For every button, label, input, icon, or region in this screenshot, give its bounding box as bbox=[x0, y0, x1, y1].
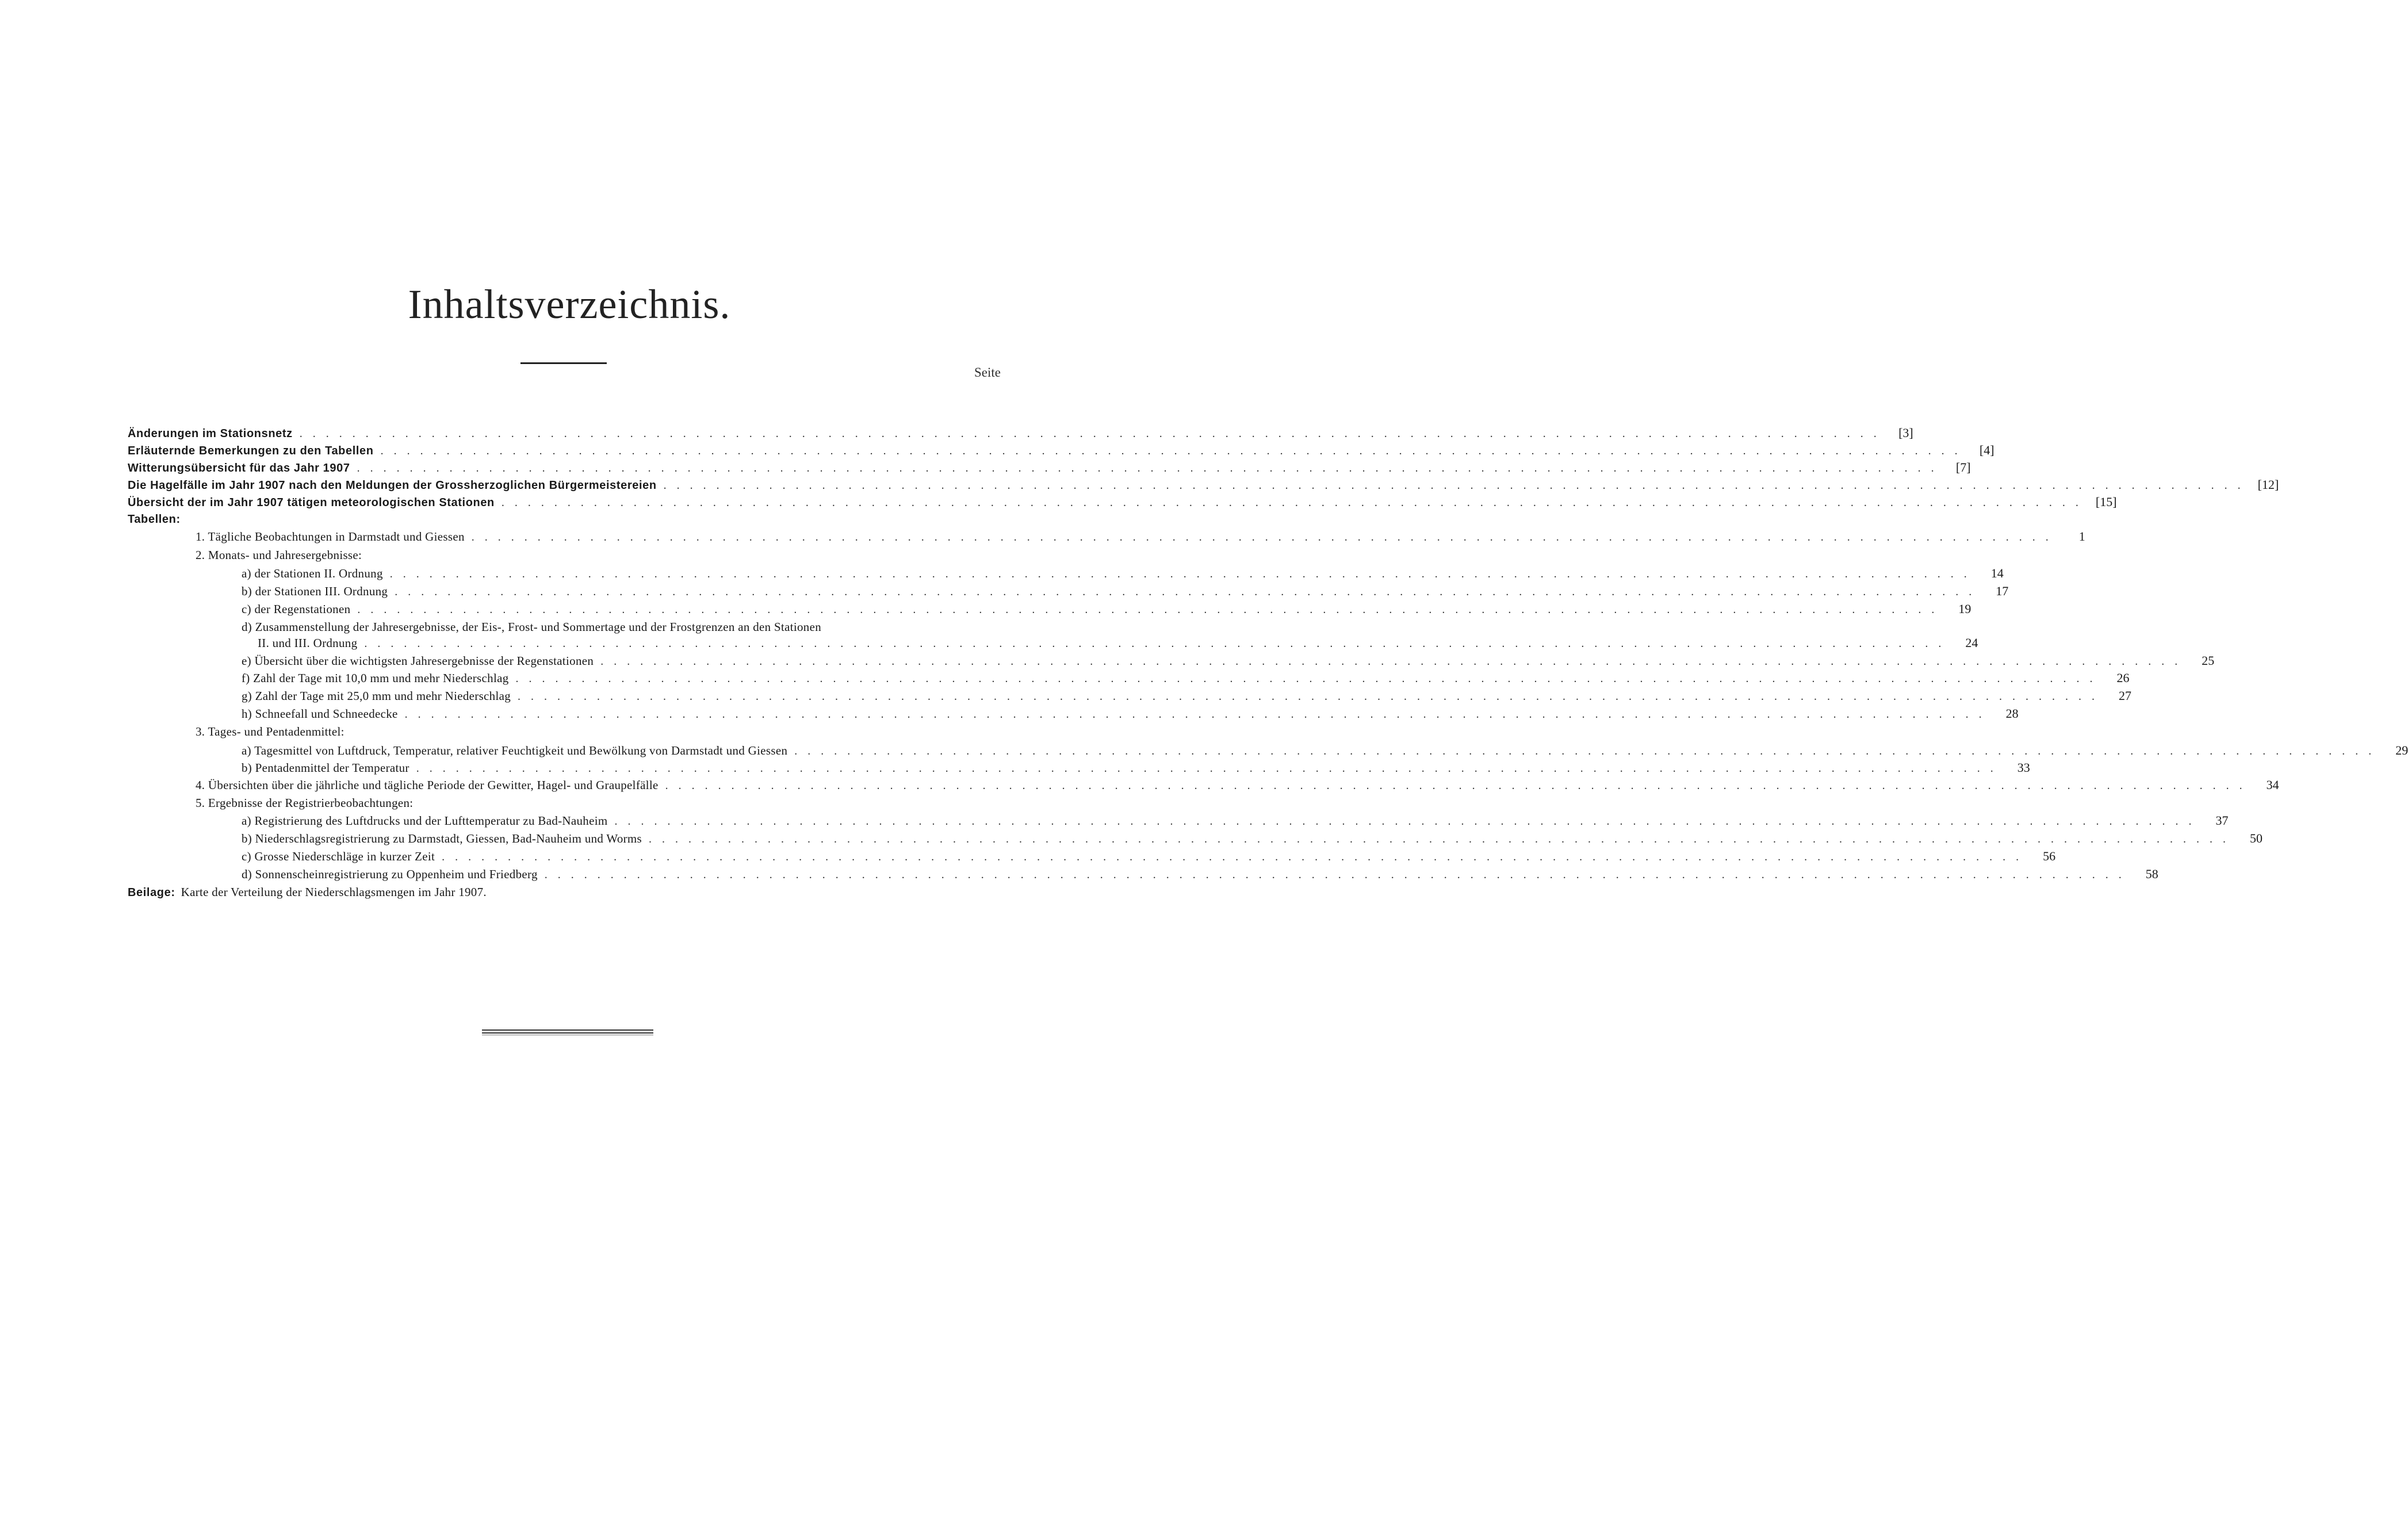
toc-entry-title: Witterungsübersicht für das Jahr 1907 bbox=[128, 462, 350, 474]
toc-entry-title: 3. Tages- und Pentadenmittel: bbox=[196, 725, 344, 738]
leader-dots: ........................................................................................................................ bbox=[794, 745, 2382, 757]
toc-entry-title: 1. Tägliche Beobachtungen in Darmstadt und Giessen bbox=[196, 530, 465, 543]
toc-page-number: [4] bbox=[1979, 443, 1994, 457]
toc-entry-row bbox=[242, 583, 2009, 600]
toc-page-number: 17 bbox=[1996, 584, 2009, 598]
toc-entry-row bbox=[242, 759, 2030, 776]
leader-dots: ........................................................................................................................ bbox=[501, 496, 2089, 509]
toc-entry-title: h) Schneefall und Schneedecke bbox=[242, 707, 398, 721]
leader-dots: ........................................................................................................................ bbox=[357, 603, 1945, 616]
page-title: Inhaltsverzeichnis. bbox=[408, 281, 731, 327]
toc-entry-title: d) Sonnenscheinregistrierung zu Oppenheim und Friedberg bbox=[242, 867, 538, 881]
toc-entry-title: b) Niederschlagsregistrierung zu Darmstadt, Giessen, Bad-Nauheim und Worms bbox=[242, 832, 642, 845]
toc-section-row bbox=[128, 493, 2117, 511]
toc-entry-title: II. und III. Ordnung bbox=[258, 636, 358, 650]
toc-entry-row bbox=[242, 742, 2408, 759]
toc-entry-row bbox=[196, 776, 2279, 794]
toc-entry-title: a) der Stationen II. Ordnung bbox=[242, 567, 383, 580]
leader-dots: ........................................................................................................................ bbox=[380, 445, 1968, 457]
toc-page-number: 28 bbox=[2005, 706, 2019, 721]
toc-entry-title: b) Pentadenmittel der Temperatur bbox=[242, 761, 409, 775]
toc-page-number: 24 bbox=[1965, 636, 1978, 650]
toc-entry-row bbox=[242, 866, 2158, 883]
toc-section-row bbox=[128, 442, 1994, 459]
toc-entry-row bbox=[196, 528, 2085, 545]
leader-dots: ........................................................................................................................ bbox=[442, 851, 2030, 863]
toc-page-number: 56 bbox=[2043, 849, 2056, 863]
toc-entry-row bbox=[242, 618, 1008, 636]
toc-entry-row bbox=[196, 723, 1008, 740]
title-rule bbox=[520, 362, 607, 364]
toc-page-number: 33 bbox=[2017, 760, 2030, 775]
toc-page-number: 37 bbox=[2215, 813, 2229, 828]
toc-page-number: 25 bbox=[2202, 653, 2215, 668]
toc-entry-title: b) der Stationen III. Ordnung bbox=[242, 584, 388, 598]
toc-page-number: 29 bbox=[2395, 743, 2408, 757]
toc-page-number: 1 bbox=[2078, 529, 2085, 543]
toc-section-row bbox=[128, 476, 2279, 493]
toc-entry-row bbox=[242, 652, 2215, 669]
leader-dots: ........................................................................................................................ bbox=[395, 585, 1982, 598]
leader-dots: ........................................................................................................................ bbox=[649, 833, 2237, 845]
leader-dots: ........................................................................................................................ bbox=[364, 637, 1952, 650]
toc-section-row bbox=[128, 424, 1913, 442]
toc-entry-title: d) Zusammenstellung der Jahresergebnisse, der Eis-, Frost- und Sommertage und der Frostgrenzen an den Stationen bbox=[242, 620, 822, 634]
closing-double-rule bbox=[482, 1029, 653, 1035]
toc-page-number: 14 bbox=[1990, 566, 2004, 580]
toc-entry-title: Die Hagelfälle im Jahr 1907 nach den Meldungen der Grossherzoglichen Bürgermeistereien bbox=[128, 479, 657, 492]
toc-entry-row bbox=[242, 600, 1971, 618]
leader-dots: ........................................................................................................................ bbox=[518, 690, 2105, 703]
toc-page-number: 26 bbox=[2116, 671, 2130, 685]
toc-page-number: [12] bbox=[2257, 477, 2279, 492]
toc-page-number: 19 bbox=[1958, 602, 1971, 616]
toc-page-number: [7] bbox=[1955, 460, 1971, 474]
toc-entry-row bbox=[258, 634, 1978, 652]
leader-dots: ........................................................................................................................ bbox=[544, 868, 2132, 881]
toc-entry-title: 2. Monats- und Jahresergebnisse: bbox=[196, 548, 362, 562]
toc-entry-title: Erläuternde Bemerkungen zu den Tabellen bbox=[128, 445, 374, 457]
toc-page-number: 34 bbox=[2266, 778, 2279, 792]
leader-dots: ........................................................................................................................ bbox=[471, 531, 2059, 543]
toc-entry-title: f) Zahl der Tage mit 10,0 mm und mehr Niederschlag bbox=[242, 671, 509, 685]
toc-entry-row bbox=[242, 830, 2263, 847]
toc-entry-title: 5. Ergebnisse der Registrierbeobachtungen: bbox=[196, 796, 414, 810]
toc-page-number: [15] bbox=[2095, 495, 2117, 509]
toc-entry-row bbox=[242, 669, 2130, 687]
toc-entry-row bbox=[196, 546, 1008, 564]
toc-page-number: 58 bbox=[2145, 867, 2158, 881]
toc-page-number: 27 bbox=[2119, 688, 2132, 703]
toc-page-number: [3] bbox=[1898, 426, 1913, 440]
toc-entry-title: c) der Regenstationen bbox=[242, 602, 351, 616]
toc-entry-title: g) Zahl der Tage mit 25,0 mm und mehr Niederschlag bbox=[242, 689, 511, 703]
toc-entry-title: 4. Übersichten über die jährliche und tägliche Periode der Gewitter, Hagel- und Graupelfälle bbox=[196, 778, 659, 792]
leader-dots: ........................................................................................................................ bbox=[357, 462, 1944, 474]
toc-entry-title: a) Tagesmittel von Luftdruck, Temperatur, relativer Feuchtigkeit und Bewölkung von Darmstadt und Giessen bbox=[242, 744, 788, 757]
toc-page-number: 50 bbox=[2250, 831, 2263, 845]
toc-entry-title: c) Grosse Niederschläge in kurzer Zeit bbox=[242, 849, 435, 863]
page-column-header: Seite bbox=[974, 365, 1001, 380]
leader-dots: ........................................................................................................................ bbox=[614, 815, 2202, 828]
toc-entry-row bbox=[242, 705, 2019, 722]
leader-dots: ........................................................................................................................ bbox=[600, 655, 2188, 668]
leader-dots: ........................................................................................................................ bbox=[663, 479, 2251, 492]
leader-dots: ........................................................................................................................ bbox=[389, 568, 1977, 580]
toc-section-row bbox=[128, 459, 1971, 476]
toc-section-row bbox=[128, 511, 1008, 528]
toc-entry-title: a) Registrierung des Luftdrucks und der Lufttemperatur zu Bad-Nauheim bbox=[242, 814, 608, 828]
leader-dots: ........................................................................................................................ bbox=[665, 779, 2253, 792]
toc-entry-row bbox=[242, 565, 2004, 582]
toc-entry-row bbox=[242, 812, 2229, 829]
toc-entry-title: Übersicht der im Jahr 1907 tätigen meteorologischen Stationen bbox=[128, 496, 495, 509]
beilage-text: Karte der Verteilung der Niederschlagsmengen im Jahr 1907. bbox=[181, 885, 487, 899]
toc-section-row bbox=[128, 883, 1008, 901]
leader-dots: ........................................................................................................................ bbox=[416, 762, 2004, 775]
toc-entry-title: e) Übersicht über die wichtigsten Jahresergebnisse der Regenstationen bbox=[242, 654, 594, 668]
toc-entry-row bbox=[196, 794, 1008, 812]
toc-entry-row bbox=[242, 687, 2132, 705]
toc-entry-row bbox=[242, 848, 2056, 865]
leader-dots: ........................................................................................................................ bbox=[515, 672, 2103, 685]
leader-dots: ........................................................................................................................ bbox=[299, 427, 1887, 440]
beilage-label: Beilage: bbox=[128, 886, 175, 899]
leader-dots: ........................................................................................................................ bbox=[404, 708, 1992, 721]
toc-entry-title: Änderungen im Stationsnetz bbox=[128, 427, 293, 440]
toc-entry-title: Tabellen: bbox=[128, 513, 181, 526]
